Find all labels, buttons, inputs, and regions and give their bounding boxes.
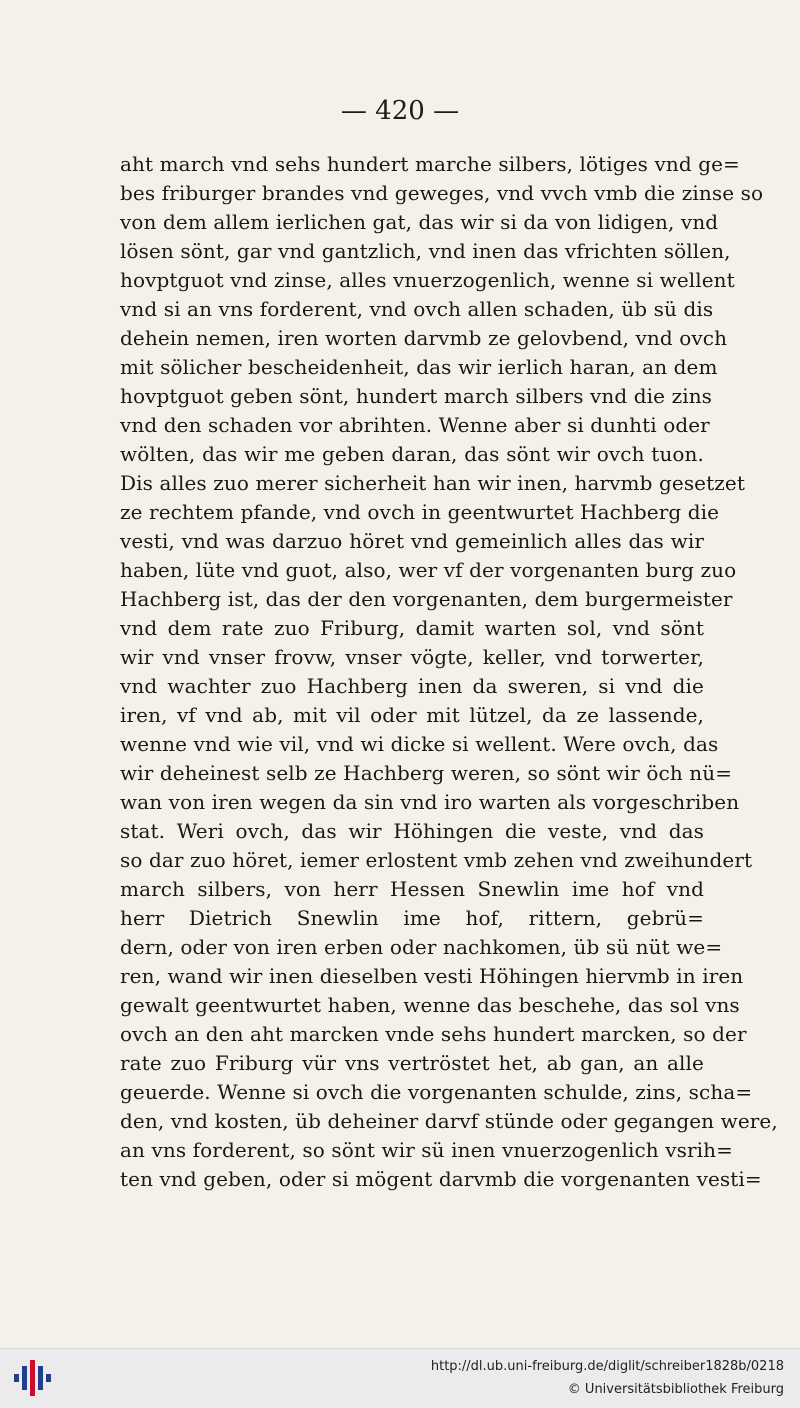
text-line: hovptguot vnd zinse, alles vnuerzogenlich, wenne si wellent bbox=[120, 268, 735, 292]
text-line: dern, oder von iren erben oder nachkomen, üb sü nüt we= bbox=[120, 935, 723, 959]
copyright-notice: © Universitätsbibliothek Freiburg bbox=[567, 1382, 784, 1397]
text-line: haben, lüte vnd guot, also, wer vf der vorgenanten burg zuo bbox=[120, 558, 737, 582]
text-line: an vns forderent, so sönt wir sü inen vnuerzogenlich vsrih= bbox=[120, 1138, 734, 1162]
text-line: wir deheinest selb ze Hachberg weren, so sönt wir öch nü= bbox=[120, 761, 733, 785]
text-line: aht march vnd sehs hundert marche silbers, lötiges vnd ge= bbox=[120, 152, 740, 176]
text-line: wenne vnd wie vil, vnd wi dicke si wellent. Were ovch, das bbox=[120, 732, 719, 756]
text-line: Hachberg ist, das der den vorgenanten, dem burgermeister bbox=[120, 587, 733, 611]
text-line: bes friburger brandes vnd geweges, vnd vvch vmb die zinse so bbox=[120, 181, 764, 205]
text-line: vesti, vnd was darzuo höret vnd gemeinlich alles das wir bbox=[120, 529, 704, 553]
text-line: von dem allem ierlichen gat, das wir si da von lidigen, vnd bbox=[120, 210, 719, 234]
text-line: iren, vf vnd ab, mit vil oder mit lützel, da ze lassende, bbox=[120, 703, 704, 727]
text-line: ze rechtem pfande, vnd ovch in geentwurtet Hachberg die bbox=[120, 500, 720, 524]
text-line: vnd den schaden vor abrihten. Wenne aber si dunhti oder bbox=[120, 413, 710, 437]
text-line: gewalt geentwurtet haben, wenne das beschehe, das sol vns bbox=[120, 993, 740, 1017]
text-line: den, vnd kosten, üb deheiner darvf stünde oder gegangen were, bbox=[120, 1109, 778, 1133]
text-line: stat. Weri ovch, das wir Höhingen die veste, vnd das bbox=[120, 819, 704, 843]
source-url-link[interactable]: http://dl.ub.uni-freiburg.de/diglit/schreiber1828b/0218 bbox=[430, 1359, 784, 1374]
text-line: ten vnd geben, oder si mögent darvmb die vorgenanten vesti= bbox=[120, 1167, 762, 1191]
text-line: so dar zuo höret, iemer erlostent vmb zehen vnd zweihundert bbox=[120, 848, 753, 872]
page-number: — 420 — bbox=[340, 96, 460, 126]
text-line: vnd si an vns forderent, vnd ovch allen schaden, üb sü dis bbox=[120, 297, 714, 321]
text-line: herr Dietrich Snewlin ime hof, rittern, gebrü= bbox=[120, 906, 704, 930]
text-line: geuerde. Wenne si ovch die vorgenanten schulde, zins, scha= bbox=[120, 1080, 753, 1104]
text-line: hovptguot geben sönt, hundert march silbers vnd die zins bbox=[120, 384, 713, 408]
text-line: Dis alles zuo merer sicherheit han wir inen, harvmb gesetzet bbox=[120, 471, 745, 495]
text-line: lösen sönt, gar vnd gantzlich, vnd inen das vfrichten söllen, bbox=[120, 239, 731, 263]
text-block bbox=[120, 150, 778, 1194]
text-line: vnd dem rate zuo Friburg, damit warten sol, vnd sönt bbox=[120, 616, 704, 640]
text-line: rate zuo Friburg vür vns vertröstet het, ab gan, an alle bbox=[120, 1051, 704, 1075]
ub-freiburg-logo-icon bbox=[12, 1360, 52, 1396]
text-line: ovch an den aht marcken vnde sehs hundert marcken, so der bbox=[120, 1022, 747, 1046]
text-line: march silbers, von herr Hessen Snewlin ime hof vnd bbox=[120, 877, 704, 901]
text-line: wan von iren wegen da sin vnd iro warten als vorgeschriben bbox=[120, 790, 740, 814]
text-line: vnd wachter zuo Hachberg inen da sweren, si vnd die bbox=[120, 674, 704, 698]
footer-bar bbox=[0, 1348, 800, 1408]
text-line: wölten, das wir me geben daran, das sönt wir ovch tuon. bbox=[120, 442, 704, 466]
text-line: ren, wand wir inen dieselben vesti Höhingen hiervmb in iren bbox=[120, 964, 744, 988]
text-line: wir vnd vnser frovw, vnser vögte, keller, vnd torwerter, bbox=[120, 645, 704, 669]
text-line: dehein nemen, iren worten darvmb ze gelovbend, vnd ovch bbox=[120, 326, 728, 350]
text-line: mit sölicher bescheidenheit, das wir ierlich haran, an dem bbox=[120, 355, 718, 379]
